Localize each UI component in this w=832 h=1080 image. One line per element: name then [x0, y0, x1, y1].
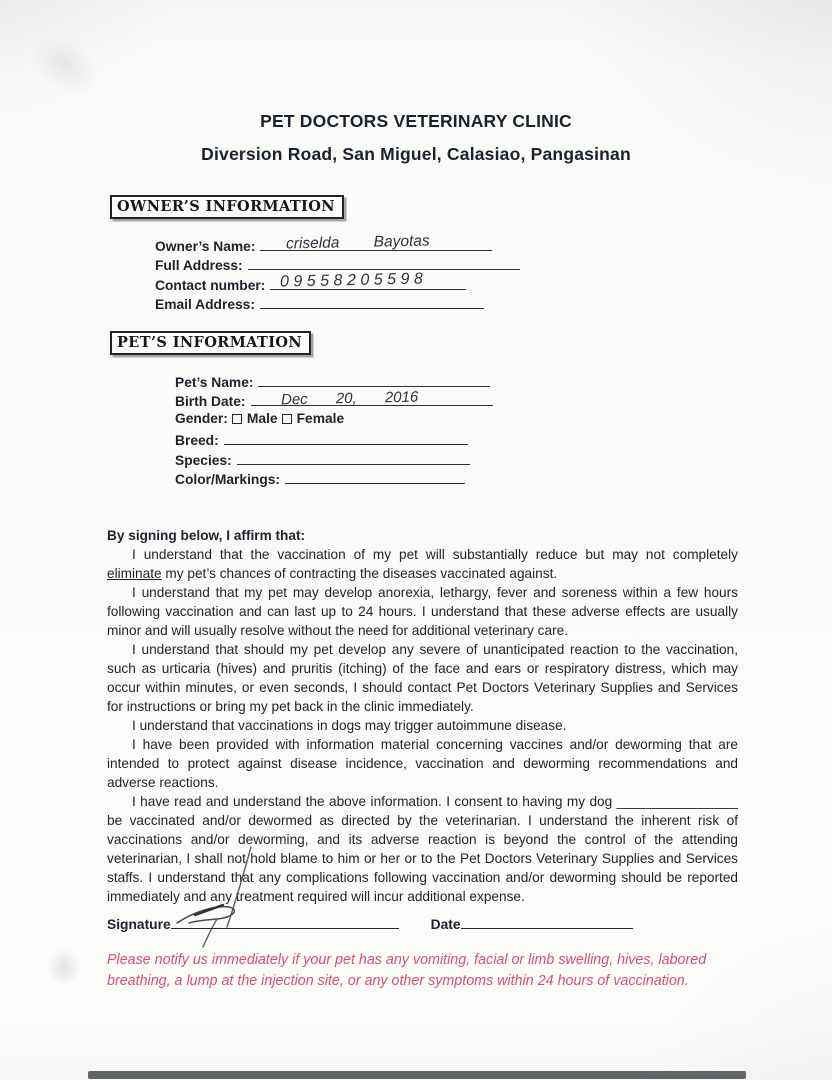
owner-name-field — [260, 232, 492, 253]
clinic-name: PET DOCTORS VETERINARY CLINIC — [260, 111, 572, 131]
full-address-field — [248, 255, 520, 270]
birth-date-label: Birth Date: — [175, 394, 246, 410]
owner-name-label: Owner’s Name: — [155, 239, 256, 254]
owner-section-heading: OWNER’S INFORMATION — [110, 195, 344, 219]
clinic-address: Diversion Road, San Miguel, Calasiao, Pangasinan — [201, 144, 631, 164]
affirmation-heading: By signing below, I affirm that: — [107, 528, 306, 543]
contact-number-row — [155, 270, 520, 294]
affirmation-paragraph-4: I understand that vaccinations in dogs may trigger autoimmune disease. — [132, 718, 567, 733]
female-label: Female — [296, 410, 345, 426]
date-line — [461, 915, 633, 929]
pet-name-label: Pet’s Name: — [175, 375, 254, 390]
paragraph-text: be vaccinated and/or dewormed as directed by the veterinarian. I understand the inherent risk of vaccinations and/or deworming, and its adverse reaction is beyond the control of the attending veterinarian, I shall not hold blame to him or her or to the Pet Doctors Veterinary Supplies and Services staffs. I understand that any complications following vaccination and/or deworming should be reported immediately and any treatment required will incur additional expense. — [107, 813, 738, 904]
contact-number-label: Contact number: — [155, 277, 266, 293]
underlined-word: eliminate — [107, 566, 162, 581]
affirmation-paragraph-1 — [107, 545, 738, 583]
color-markings-field — [285, 469, 465, 484]
dog-name-blank: ________________ — [616, 794, 738, 809]
signature-line — [171, 915, 399, 929]
gender-label: Gender: — [175, 410, 228, 426]
handwritten-signature — [165, 845, 295, 950]
contact-number-handwriting: 09558205598 — [280, 270, 428, 291]
email-address-row — [155, 294, 520, 313]
paragraph-text: I understand that the vaccination of my pet will substantially reduce but may not completely — [132, 547, 738, 562]
contact-number-field — [270, 270, 466, 291]
owner-name-handwriting: criselda Bayotas — [286, 232, 431, 253]
species-row — [175, 450, 493, 469]
female-checkbox — [282, 414, 292, 424]
species-label: Species: — [175, 452, 232, 468]
breed-label: Breed: — [175, 433, 219, 449]
date-label: Date — [430, 917, 461, 932]
signature-date-row — [107, 915, 633, 932]
affirmation-paragraph-3: I understand that should my pet develop any severe of unanticipated reaction to the vaccination, such as urticaria (hives) and pruritis (itching) of the face and ears or respiratory distress, which may occur within minutes, or even seconds, I should contact Pet Doctors Veterinary Supplies and Services for instructions or bring my pet back in the clinic immediately. — [107, 642, 738, 714]
email-address-field — [260, 294, 484, 309]
affirmation-paragraph-2: I understand that my pet may develop anorexia, lethargy, fever and soreness within a few hours following vaccination and can last up to 24 hours. I understand that these adverse effects are usually minor and will usually resolve without the need for additional veterinary care. — [107, 585, 738, 638]
pet-name-row — [175, 372, 493, 391]
birth-date-row — [175, 388, 493, 410]
full-address-label: Full Address: — [155, 258, 243, 274]
breed-field — [224, 430, 468, 445]
owner-name-row — [155, 232, 520, 255]
male-checkbox — [232, 414, 242, 424]
color-markings-label: Color/Markings: — [175, 471, 281, 487]
scan-crease-artifact — [18, 21, 113, 110]
birth-date-handwriting: Dec 20, 2016 — [280, 388, 418, 409]
signature-label: Signature — [107, 917, 171, 932]
footer-notice: Please notify us immediately if your pet has any vomiting, facial or limb swelling, hives, labored breathing, a lump at the injection site, or any other symptoms within 24 hours of vaccination. — [107, 952, 707, 989]
male-label: Male — [246, 410, 278, 426]
pet-name-field — [258, 372, 490, 387]
color-markings-row — [175, 469, 493, 488]
paragraph-text: I have read and understand the above information. I consent to having my dog — [132, 794, 617, 809]
pet-fields — [175, 372, 493, 488]
scan-edge-artifact — [88, 1071, 746, 1079]
pet-section-heading: PET’S INFORMATION — [110, 331, 311, 355]
breed-row — [175, 430, 493, 449]
scan-smudge-artifact — [46, 946, 82, 988]
birth-date-field — [251, 388, 493, 409]
owner-fields — [155, 232, 520, 314]
affirmation-paragraph-5: I have been provided with information material concerning vaccines and/or deworming that are intended to protect against disease incidence, vaccination and deworming recommendations and adverse reactions. — [107, 737, 738, 790]
paragraph-text: my pet’s chances of contracting the diseases vaccinated against. — [161, 566, 558, 581]
species-field — [237, 450, 470, 465]
email-address-label: Email Address: — [155, 297, 255, 313]
gender-row — [175, 411, 493, 430]
